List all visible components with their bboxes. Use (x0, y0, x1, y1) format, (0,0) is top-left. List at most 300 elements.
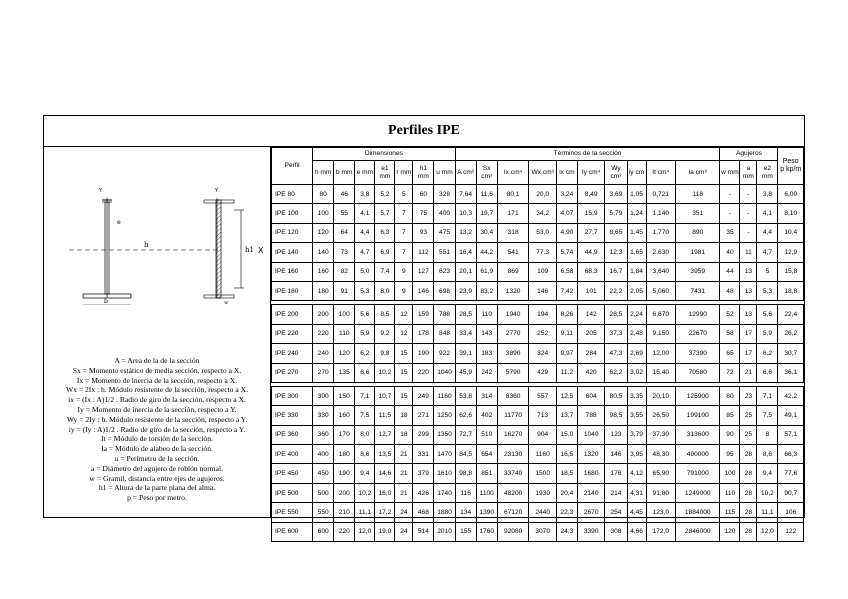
table-cell: 95 (720, 445, 740, 464)
table-cell: 13,5 (375, 445, 395, 464)
table-cell: 3390 (577, 522, 604, 541)
column-header: h1 mm (413, 161, 434, 185)
column-header: e1 mm (375, 161, 395, 185)
table-cell: 143 (476, 324, 497, 343)
table-cell: 100 (334, 305, 355, 324)
table-cell: 1,140 (646, 204, 676, 223)
table-cell: 98,8 (455, 464, 476, 483)
ipe-section-diagram (69, 180, 269, 305)
table-row (272, 503, 804, 522)
table-cell: 604 (577, 386, 604, 405)
table-cell: 7 (395, 204, 413, 223)
legend-line: A = Area de la de la sección (114, 356, 200, 365)
table-cell: 65 (720, 344, 740, 363)
table-row (272, 305, 804, 324)
table-cell: 67120 (497, 503, 529, 522)
table-cell: 18,5 (556, 464, 577, 483)
table-cell: 17 (740, 344, 757, 363)
table-cell: 20,10 (646, 386, 676, 405)
profile-name-cell: IPE 400 (272, 445, 313, 464)
table-cell: 10,2 (375, 363, 395, 382)
table-cell: 7,1 (757, 386, 778, 405)
table-cell: 200 (334, 483, 355, 502)
table-cell: 8,6 (757, 445, 778, 464)
table-cell: 402 (476, 406, 497, 425)
table-cell: 5,6 (757, 305, 778, 324)
table-cell: 110 (334, 324, 355, 343)
legend-line: Wx = 2Ix : h. Módulo resistente de la sección, respecto a X. (65, 385, 249, 395)
table-cell: 85 (720, 406, 740, 425)
table-cell: 550 (313, 503, 334, 522)
table-cell: 13 (740, 262, 757, 281)
table-cell: 3,69 (605, 185, 627, 204)
table-cell: 1740 (434, 483, 455, 502)
table-cell: 35 (720, 223, 740, 242)
table-cell: 115 (720, 503, 740, 522)
table-cell: 1160 (434, 386, 455, 405)
table-cell: 2,05 (627, 281, 646, 300)
table-cell: 600 (313, 522, 334, 541)
table-cell: 8,6 (355, 445, 375, 464)
table-cell: 25 (740, 425, 757, 444)
table-cell: 1160 (529, 445, 556, 464)
table-cell: 2670 (577, 503, 604, 522)
table-cell: 24,3 (556, 522, 577, 541)
table-cell: 8,49 (577, 185, 604, 204)
table-cell: 14,6 (375, 464, 395, 483)
table-cell: 16,5 (556, 445, 577, 464)
table-cell: 7 (395, 243, 413, 262)
column-header: Ix cm⁴ (497, 161, 529, 185)
profile-name-cell: IPE 550 (272, 503, 313, 522)
table-cell: 11 (740, 243, 757, 262)
column-header: e2 mm (757, 161, 778, 185)
table-cell: 1680 (577, 464, 604, 483)
table-cell: 5,060 (646, 281, 676, 300)
table-cell: 10,2 (757, 483, 778, 502)
header-peso-unit: p kp/m (780, 166, 802, 173)
table-cell: 21 (395, 464, 413, 483)
legend-line: h1 = Altura de la parte plana del alma. (98, 483, 216, 493)
table-row (272, 204, 804, 223)
table-cell: 450 (313, 464, 334, 483)
table-cell: 70580 (676, 363, 720, 382)
table-cell: 2846000 (676, 522, 720, 541)
table-cell: 3,79 (627, 425, 646, 444)
diagram-axis-y-right: Y (215, 188, 219, 194)
profile-name-cell: IPE 600 (272, 522, 313, 541)
table-cell: 6,670 (646, 305, 676, 324)
table-cell: 28,5 (455, 305, 476, 324)
legend-line: a = Diámetro del agujero de roblón normal. (90, 463, 224, 473)
table-cell: 5,9 (757, 324, 778, 343)
table-cell: 5,3 (757, 281, 778, 300)
table-cell: 922 (434, 344, 455, 363)
table-cell: 9,2 (375, 324, 395, 343)
table-cell: 91,80 (646, 483, 676, 502)
table-cell: 42,2 (778, 386, 804, 405)
table-cell: 490000 (676, 445, 720, 464)
table-cell: 5,79 (605, 204, 627, 223)
table-cell: 200 (313, 305, 334, 324)
table-cell: 220 (313, 324, 334, 343)
table-cell: 8,65 (605, 223, 627, 242)
table-cell: 3890 (497, 344, 529, 363)
table-cell: 190 (413, 344, 434, 363)
table-cell: 80 (313, 185, 334, 204)
profile-table-wrap (271, 147, 804, 542)
profile-name-cell: IPE 100 (272, 204, 313, 223)
table-cell: 8,26 (556, 305, 577, 324)
legend-line: iy = (Iy : A)1/2 . Radio de giro de la sección, respecto a Y. (68, 424, 246, 434)
table-cell: 13,7 (556, 406, 577, 425)
table-cell: 45,9 (455, 363, 476, 382)
table-cell: 6,6 (355, 363, 375, 382)
table-cell: 698 (434, 281, 455, 300)
table-cell: 33,4 (455, 324, 476, 343)
table-cell: 53,0 (529, 223, 556, 242)
table-cell: 7,5 (355, 406, 375, 425)
legend-line: ix = (Ix : A)1/2 . Radio de giro de la sección, respecto a X. (68, 395, 246, 405)
table-cell: 1,84 (627, 262, 646, 281)
table-cell: 11,5 (375, 406, 395, 425)
header-terminos: Términos de la sección (455, 148, 720, 161)
table-cell: 6,2 (355, 344, 375, 363)
table-cell: 21 (395, 445, 413, 464)
table-cell: 22670 (676, 324, 720, 343)
left-panel (44, 147, 271, 517)
table-cell: 3,24 (556, 185, 577, 204)
table-cell: 52 (720, 305, 740, 324)
table-cell: 249 (413, 386, 434, 405)
table-cell: 8,10 (778, 204, 804, 223)
table-cell: 12990 (676, 305, 720, 324)
header-agujeros: Agujeros (720, 148, 778, 161)
legend-line: u = Perímetro de la sección. (114, 453, 200, 463)
table-cell: 654 (476, 445, 497, 464)
table-cell: 420 (577, 363, 604, 382)
table-cell: - (740, 204, 757, 223)
table-cell: 4,4 (757, 223, 778, 242)
table-cell: 80,5 (605, 386, 627, 405)
table-cell: 4,7 (355, 243, 375, 262)
table-cell: 26,2 (778, 324, 804, 343)
table-cell: 5 (757, 262, 778, 281)
table-cell: 11770 (497, 406, 529, 425)
table-cell: - (720, 204, 740, 223)
table-cell: - (740, 185, 757, 204)
table-cell: 12 (395, 305, 413, 324)
table-cell: 1930 (529, 483, 556, 502)
header-perfil: Perfil (272, 148, 313, 185)
table-cell: 48 (720, 281, 740, 300)
table-cell: 13 (740, 305, 757, 324)
table-cell: 146 (529, 281, 556, 300)
table-cell: 12,00 (646, 344, 676, 363)
table-cell: 13 (740, 281, 757, 300)
table-cell: 15,0 (556, 425, 577, 444)
table-cell: 220 (413, 363, 434, 382)
table-cell: 890 (676, 223, 720, 242)
column-header: Iy cm⁴ (577, 161, 604, 185)
table-cell: 4,90 (556, 223, 577, 242)
column-header: b mm (334, 161, 355, 185)
table-cell: 11,1 (355, 503, 375, 522)
table-cell: 3,8 (757, 185, 778, 204)
table-cell: 7,4 (375, 262, 395, 281)
table-cell: 18 (395, 406, 413, 425)
profile-name-cell: IPE 220 (272, 324, 313, 343)
table-cell: 123 (605, 425, 627, 444)
table-cell: 110 (476, 305, 497, 324)
table-cell: 400 (434, 204, 455, 223)
table-cell: 5,0 (355, 262, 375, 281)
table-row (272, 522, 804, 541)
table-cell: 5,6 (355, 305, 375, 324)
column-header: a mm (740, 161, 757, 185)
table-cell: 90,7 (778, 483, 804, 502)
table-cell: 110 (720, 483, 740, 502)
table-cell: 15,9 (577, 204, 604, 223)
profile-name-cell: IPE 500 (272, 483, 313, 502)
table-cell: 220 (334, 522, 355, 541)
table-cell: 271 (413, 406, 434, 425)
table-cell: 122 (778, 522, 804, 541)
table-cell: 190 (334, 464, 355, 483)
table-cell: 61,9 (476, 262, 497, 281)
table-cell: 500 (313, 483, 334, 502)
table-cell: 48200 (497, 483, 529, 502)
table-cell: 214 (605, 483, 627, 502)
table-cell: 8,5 (375, 305, 395, 324)
table-cell: 9,4 (355, 464, 375, 483)
table-cell: 15,40 (646, 363, 676, 382)
table-cell: 28 (740, 483, 757, 502)
table-cell: 9,8 (375, 344, 395, 363)
table-cell: 429 (529, 363, 556, 382)
table-cell: 7,5 (757, 406, 778, 425)
table-row (272, 262, 804, 281)
table-cell: 379 (413, 464, 434, 483)
table-cell: 118 (676, 185, 720, 204)
table-cell: 72 (720, 363, 740, 382)
table-cell: 20,1 (455, 262, 476, 281)
table-cell: 83,2 (476, 281, 497, 300)
table-cell: 93 (413, 223, 434, 242)
table-cell: 28 (740, 445, 757, 464)
table-cell: 351 (676, 204, 720, 223)
table-cell: 64 (334, 223, 355, 242)
table-cell: 60 (413, 185, 434, 204)
table-cell: 20,4 (556, 483, 577, 502)
table-cell: 1350 (434, 425, 455, 444)
table-cell: 2,630 (646, 243, 676, 262)
table-cell: 713 (529, 406, 556, 425)
table-cell: 8360 (497, 386, 529, 405)
profile-name-cell: IPE 450 (272, 464, 313, 483)
table-cell: 788 (577, 406, 604, 425)
table-cell: 199100 (676, 406, 720, 425)
table-cell: 514 (413, 522, 434, 541)
table-cell: 11,2 (556, 363, 577, 382)
table-cell: 1040 (434, 363, 455, 382)
table-cell: 12,7 (375, 425, 395, 444)
table-cell: 10,2 (355, 483, 375, 502)
table-cell: 318 (497, 223, 529, 242)
profile-table (271, 147, 804, 542)
table-cell: 106 (778, 503, 804, 522)
table-cell: 90 (720, 425, 740, 444)
table-row (272, 386, 804, 405)
table-cell: 91 (334, 281, 355, 300)
table-cell: 3959 (676, 262, 720, 281)
table-cell: 4,12 (627, 464, 646, 483)
table-cell: 1760 (476, 522, 497, 541)
table-cell: 1884000 (676, 503, 720, 522)
table-cell: 28 (740, 522, 757, 541)
table-cell: 49,1 (778, 406, 804, 425)
table-cell: 1,24 (627, 204, 646, 223)
legend-line: Wy = 2Iy : b. Módulo resistente de la sección, respecto a Y. (66, 414, 248, 424)
table-cell: 8 (757, 425, 778, 444)
table-cell: 80,1 (497, 185, 529, 204)
table-cell: 12,5 (556, 386, 577, 405)
table-cell: 9,11 (556, 324, 577, 343)
table-cell: 160 (334, 406, 355, 425)
table-row (272, 223, 804, 242)
table-row (272, 406, 804, 425)
table-cell: 328 (434, 185, 455, 204)
table-cell: 28 (740, 464, 757, 483)
table-cell: 28 (740, 503, 757, 522)
table-cell: 1981 (676, 243, 720, 262)
table-cell: 0,721 (646, 185, 676, 204)
table-cell: 146 (413, 281, 434, 300)
table-cell: 330 (313, 406, 334, 425)
table-cell: 3,55 (627, 406, 646, 425)
table-cell: 17,2 (375, 503, 395, 522)
table-cell: 5,2 (375, 185, 395, 204)
diagram-axis-x: X (258, 246, 264, 255)
table-cell: 6,3 (375, 223, 395, 242)
table-cell: 10,4 (778, 223, 804, 242)
table-cell: 9,97 (556, 344, 577, 363)
table-cell: 7,64 (455, 185, 476, 204)
table-cell: 7431 (676, 281, 720, 300)
table-cell: 109 (529, 262, 556, 281)
table-cell: 3,35 (627, 386, 646, 405)
column-header: ix cm (556, 161, 577, 185)
table-cell: 12,3 (605, 243, 627, 262)
table-cell: 242 (476, 363, 497, 382)
table-cell: 308 (605, 522, 627, 541)
table-cell: 510 (476, 425, 497, 444)
table-cell: 240 (313, 344, 334, 363)
table-cell: 4,07 (556, 204, 577, 223)
table-cell: 19,7 (476, 204, 497, 223)
page-title: Perfiles IPE (44, 116, 804, 147)
table-cell: 1100 (476, 483, 497, 502)
table-cell: 851 (476, 464, 497, 483)
table-cell: 57,1 (778, 425, 804, 444)
table-cell: 176 (605, 464, 627, 483)
table-cell: 58 (720, 324, 740, 343)
legend-line: p = Peso por metro. (127, 493, 187, 503)
legend-line: Sx = Momento estático de media sección, respecto a X. (72, 365, 242, 375)
column-header: r mm (395, 161, 413, 185)
table-cell: 6,6 (757, 363, 778, 382)
table-cell: 150 (334, 386, 355, 405)
table-cell: 23130 (497, 445, 529, 464)
table-cell: 7,1 (355, 386, 375, 405)
table-cell: 22,2 (605, 281, 627, 300)
table-cell: 5,7 (375, 204, 395, 223)
table-cell: 116 (455, 483, 476, 502)
table-cell: 82 (334, 262, 355, 281)
table-cell: 9,4 (757, 464, 778, 483)
table-cell: 80 (720, 386, 740, 405)
table-cell: 48,30 (646, 445, 676, 464)
table-cell: 6,9 (375, 243, 395, 262)
table-cell: 1940 (497, 305, 529, 324)
table-cell: 47,3 (605, 344, 627, 363)
profile-name-cell: IPE 240 (272, 344, 313, 363)
table-cell: 6,00 (778, 185, 804, 204)
profile-name-cell: IPE 140 (272, 243, 313, 262)
table-cell: 100 (720, 464, 740, 483)
table-cell: 314 (476, 386, 497, 405)
table-cell: 112 (413, 243, 434, 262)
table-cell: 15 (395, 363, 413, 382)
table-cell: 1470 (434, 445, 455, 464)
profile-name-cell: IPE 180 (272, 281, 313, 300)
table-cell: 3,640 (646, 262, 676, 281)
table-cell: 22,3 (556, 503, 577, 522)
table-cell: 22,4 (778, 305, 804, 324)
table-cell: 7 (395, 223, 413, 242)
table-cell: 18 (395, 425, 413, 444)
table-cell: 68,3 (577, 262, 604, 281)
table-cell: 1,45 (627, 223, 646, 242)
table-cell: 557 (529, 386, 556, 405)
table-cell: 4,1 (757, 204, 778, 223)
table-cell: 2440 (529, 503, 556, 522)
table-cell: 23 (740, 386, 757, 405)
table-cell: 848 (434, 324, 455, 343)
table-cell: 15 (395, 344, 413, 363)
table-cell: 2,69 (627, 344, 646, 363)
table-cell: 1320 (497, 281, 529, 300)
table-cell: 270 (313, 363, 334, 382)
table-cell: 170 (334, 425, 355, 444)
table-cell: 1390 (476, 503, 497, 522)
table-cell: 180 (313, 281, 334, 300)
table-cell: 172,0 (646, 522, 676, 541)
diagram-label-e: e (117, 219, 121, 226)
table-cell: 1250 (434, 406, 455, 425)
table-cell: 30,7 (778, 344, 804, 363)
table-cell: 1500 (529, 464, 556, 483)
table-row (272, 483, 804, 502)
table-cell: 62,6 (455, 406, 476, 425)
table-cell: 125900 (676, 386, 720, 405)
table-cell: - (720, 185, 740, 204)
table-cell: 120 (720, 522, 740, 541)
table-cell: 127 (413, 262, 434, 281)
table-cell: 4,45 (627, 503, 646, 522)
table-cell: 9 (395, 281, 413, 300)
profile-name-cell: IPE 270 (272, 363, 313, 382)
